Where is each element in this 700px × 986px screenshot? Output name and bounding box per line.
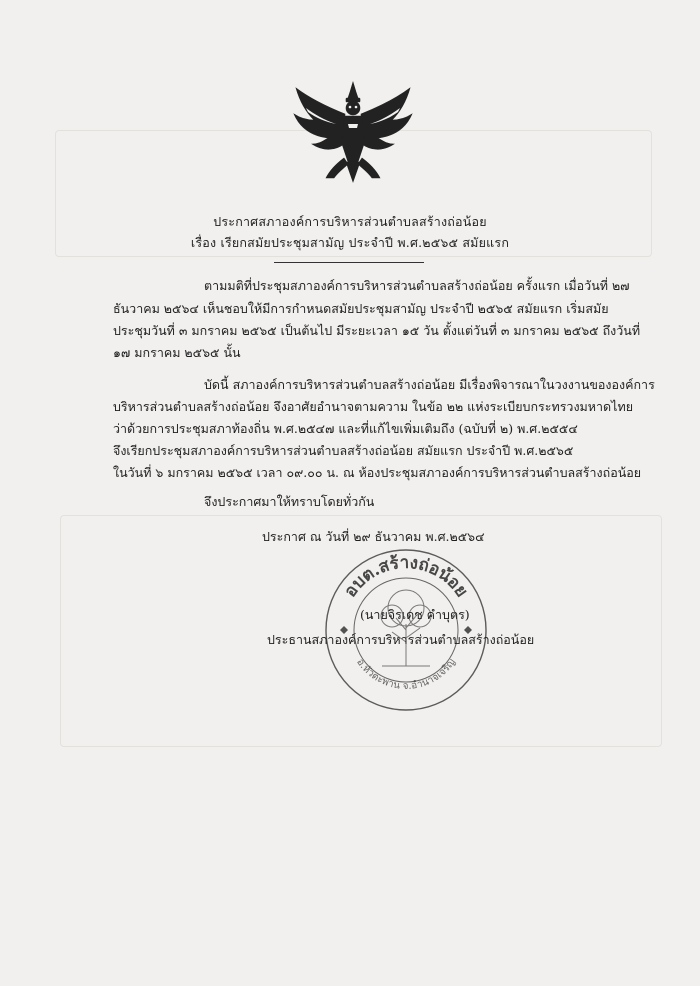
signer-position: ประธานสภาองค์การบริหารส่วนตำบลสร้างถ่อน้อย [267, 632, 535, 647]
garuda-emblem-icon [290, 78, 416, 190]
paragraph2-line: ว่าด้วยการประชุมสภาท้องถิ่น พ.ศ.๒๕๔๗ และที่แก้ไขเพิ่มเติมถึง (ฉบับที่ ๒) พ.ศ.๒๕๕๔ [113, 421, 578, 436]
signer-name: (นายจิรเดช คำบุตร) [360, 607, 470, 622]
paragraph2-line: จึงเรียกประชุมสภาองค์การบริหารส่วนตำบลสร้างถ่อน้อย สมัยแรก ประจำปี พ.ศ.๒๕๖๕ [113, 443, 574, 458]
announcement-subject: เรื่อง เรียกสมัยประชุมสามัญ ประจำปี พ.ศ.๒๕๖๕ สมัยแรก [190, 235, 510, 250]
svg-text:อ.หัวตะพาน จ.อำนาจเจริญ: อ.หัวตะพาน จ.อำนาจเจริญ [354, 656, 458, 692]
paragraph1-line: ๑๗ มกราคม ๒๕๖๕ นั้น [113, 345, 241, 360]
closing-line: จึงประกาศมาให้ทราบโดยทั่วกัน [204, 494, 375, 509]
announcement-title: ประกาศสภาองค์การบริหารส่วนตำบลสร้างถ่อน้อย [213, 214, 487, 229]
paragraph2-line: ในวันที่ ๖ มกราคม ๒๕๖๕ เวลา ๐๙.๐๐ น. ณ ห้องประชุมสภาองค์การบริหารส่วนตำบลสร้างถ่อน้อย [113, 465, 642, 480]
title-divider [274, 262, 424, 263]
svg-text:อบต.สร้างถ่อน้อย: อบต.สร้างถ่อน้อย [340, 552, 472, 601]
paragraph1-line: ตามมติที่ประชุมสภาองค์การบริหารส่วนตำบลสร้างถ่อน้อย ครั้งแรก เมื่อวันที่ ๒๗ [204, 278, 630, 293]
paragraph2-line: บริหารส่วนตำบลสร้างถ่อน้อย จึงอาศัยอำนาจตามความ ในข้อ ๒๒ แห่งระเบียบกระทรวงมหาดไทย [113, 399, 634, 414]
paragraph1-line: ประชุมวันที่ ๓ มกราคม ๒๕๖๕ เป็นต้นไป มีระยะเวลา ๑๕ วัน ตั้งแต่วันที่ ๓ มกราคม ๒๕๖๕ ถึงวันที่ [113, 323, 641, 338]
paragraph2-line: บัดนี้ สภาองค์การบริหารส่วนตำบลสร้างถ่อน้อย มีเรื่องพิจารณาในวงงานขององค์การ [204, 377, 655, 392]
paragraph1-line: ธันวาคม ๒๕๖๔ เห็นชอบให้มีการกำหนดสมัยประชุมสามัญ ประจำปี ๒๕๖๕ สมัยแรก เริ่มสมัย [113, 301, 609, 316]
announcement-date: ประกาศ ณ วันที่ ๒๙ ธันวาคม พ.ศ.๒๕๖๔ [262, 529, 485, 544]
